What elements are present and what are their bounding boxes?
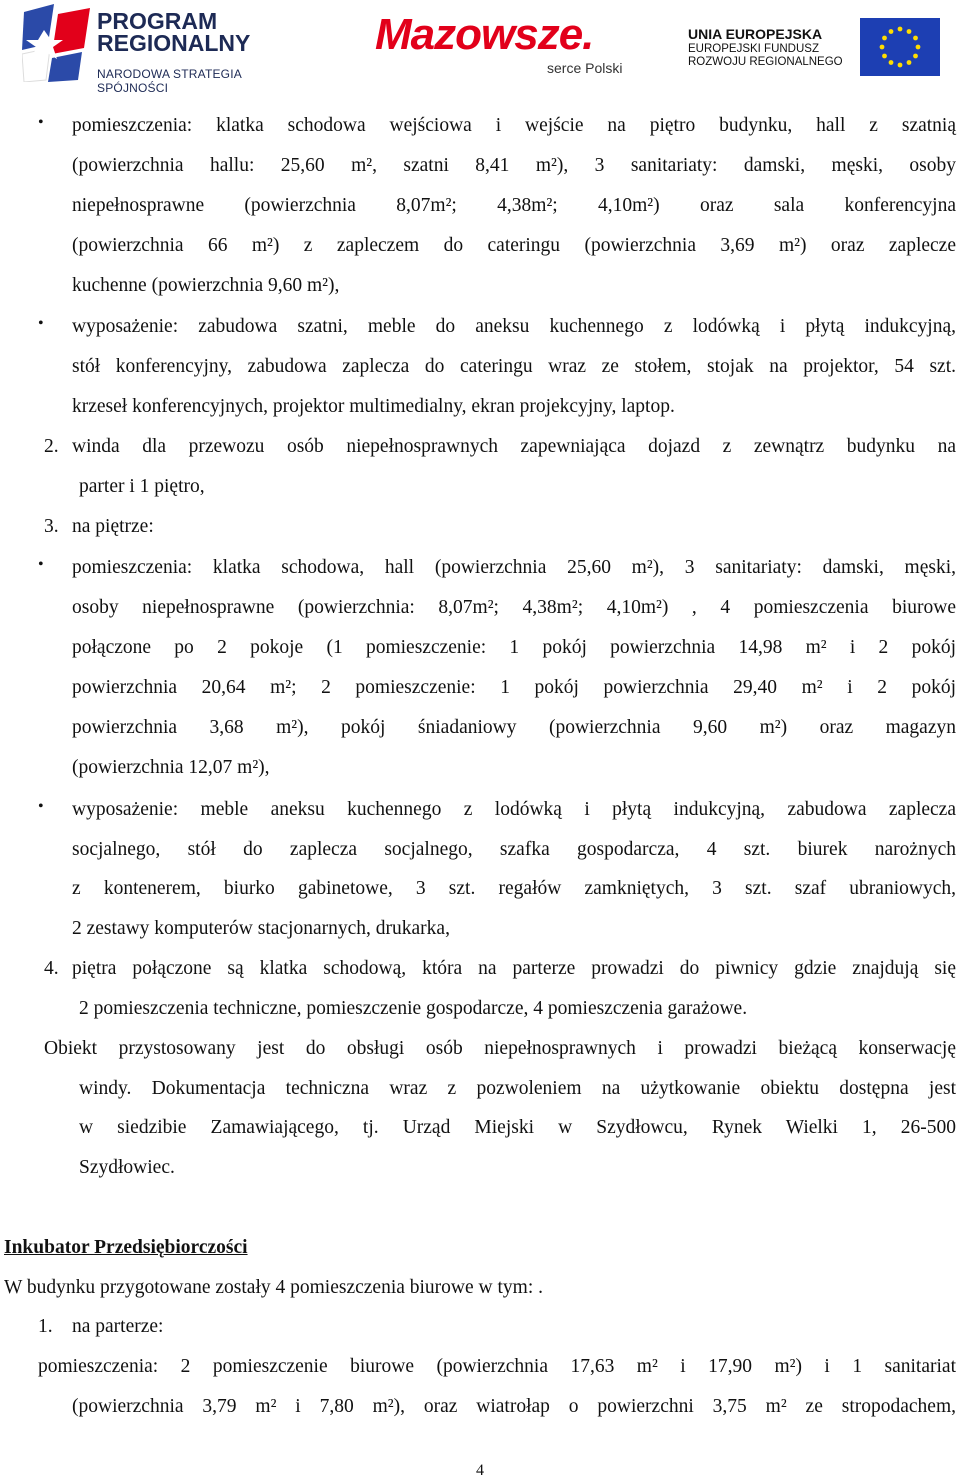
text-line: powierzchnia 3,68 m²), pokój śniadaniowy (powierzchnia 9,60 m²) oraz magazyn	[72, 717, 956, 738]
bullet-icon: •	[38, 315, 44, 332]
mazowsze-name: Mazowsze.	[375, 10, 594, 59]
text-line: pomieszczenia: klatka schodowa, hall (powierzchnia 25,60 m²), 3 sanitariaty: damski, męski,	[72, 557, 956, 578]
list-number: 4.	[44, 958, 59, 979]
list-number: 1.	[38, 1316, 53, 1337]
text-line: (powierzchnia 66 m²) z zapleczem do cateringu (powierzchnia 3,69 m²) oraz zaplecze	[72, 235, 956, 256]
bullet-icon: •	[38, 556, 44, 573]
bullet-icon: •	[38, 798, 44, 815]
text-line: na piętrze:	[72, 516, 154, 537]
text-line: windy. Dokumentacja techniczna wraz z pozwoleniem na użytkowanie obiektu dostępna jest	[79, 1078, 956, 1099]
text-line: osoby niepełnosprawne (powierzchnia: 8,07m²; 4,38m²; 4,10m²) , 4 pomieszczenia biurowe	[72, 597, 956, 618]
bullet-icon: •	[38, 114, 44, 131]
program-line3: NARODOWA STRATEGIA SPÓJNOŚCI	[97, 67, 242, 95]
text-line: wyposażenie: zabudowa szatni, meble do aneksu kuchennego z lodówką i płytą indukcyjną,	[72, 316, 956, 337]
text-line: socjalnego, stół do zaplecza socjalnego, szafka gospodarcza, 4 szt. biurek narożnych	[72, 839, 956, 860]
text-line: (powierzchnia 12,07 m²),	[72, 757, 270, 778]
text-line: na parterze:	[72, 1316, 164, 1337]
text-line: powierzchnia 20,64 m²; 2 pomieszczenie: 1 pokój powierzchnia 29,40 m² i 2 pokój	[72, 677, 956, 698]
program-regionalny-mark-icon	[22, 4, 92, 82]
page-number: 4	[476, 1462, 484, 1479]
text-line: (powierzchnia 3,79 m² i 7,80 m²), oraz wiatrołap o powierzchni 3,75 m² ze stropodachem,	[72, 1396, 956, 1417]
mazowsze-tagline: serce Polski	[547, 60, 623, 76]
text-line: Obiekt przystosowany jest do obsługi osób niepełnosprawnych i prowadzi bieżącą konserwację	[44, 1038, 956, 1059]
mazowsze-logo	[345, 10, 645, 80]
text-line: niepełnosprawne (powierzchnia 8,07m²; 4,38m²; 4,10m²) oraz sala konferencyjna	[72, 195, 956, 216]
text-line: połączone po 2 pokoje (1 pomieszczenie: 1 pokój powierzchnia 14,98 m² i 2 pokój	[72, 637, 956, 658]
text-line: 2 pomieszczenia techniczne, pomieszczenie gospodarcze, 4 pomieszczenia garażowe.	[79, 998, 748, 1019]
list-number: 3.	[44, 516, 59, 537]
text-line: W budynku przygotowane zostały 4 pomieszczenia biurowe w tym: .	[4, 1277, 544, 1298]
text-line: parter i 1 piętro,	[79, 476, 205, 497]
text-line: wyposażenie: meble aneksu kuchennego z lodówką i płytą indukcyjną, zabudowa zaplecza	[72, 799, 956, 820]
eu-line3: ROZWOJU REGIONALNEGO	[688, 56, 843, 68]
text-line: 2 zestawy komputerów stacjonarnych, drukarka,	[72, 918, 450, 939]
program-regionalny-logo	[22, 4, 312, 95]
text-line: pomieszczenia: klatka schodowa wejściowa i wejście na piętro budynku, hall z szatnią	[72, 115, 956, 136]
list-number: 2.	[44, 436, 59, 457]
text-line: z kontenerem, biurko gabinetowe, 3 szt. regałów zamkniętych, 3 szt. szaf ubraniowych,	[72, 878, 956, 899]
eu-line1: UNIA EUROPEJSKA	[688, 26, 823, 42]
eu-logo	[688, 18, 943, 78]
eu-line2: EUROPEJSKI FUNDUSZ	[688, 43, 819, 55]
eu-flag-icon	[860, 18, 940, 76]
page-header	[0, 0, 960, 95]
text-line: krzeseł konferencyjnych, projektor multimedialny, ekran projekcyjny, laptop.	[72, 396, 675, 417]
text-line: pomieszczenia: 2 pomieszczenie biurowe (powierzchnia 17,63 m² i 17,90 m²) i 1 sanitariat	[38, 1356, 956, 1377]
program-line1: PROGRAM	[97, 8, 218, 34]
text-line: kuchenne (powierzchnia 9,60 m²),	[72, 275, 340, 296]
text-line: (powierzchnia hallu: 25,60 m², szatni 8,41 m²), 3 sanitariaty: damski, męski, osoby	[72, 155, 956, 176]
text-line: stół konferencyjny, zabudowa zaplecza do cateringu wraz ze stołem, stojak na projektor, 54 szt.	[72, 356, 956, 377]
text-line: w siedzibie Zamawiającego, tj. Urząd Miejski w Szydłowcu, Rynek Wielki 1, 26-500	[79, 1117, 956, 1138]
text-line: Szydłowiec.	[79, 1157, 175, 1178]
section-title: Inkubator Przedsiębiorczości	[4, 1237, 248, 1258]
program-line2: REGIONALNY	[97, 30, 251, 56]
text-line: winda dla przewozu osób niepełnosprawnych zapewniająca dojazd z zewnątrz budynku na	[72, 436, 956, 457]
text-line: piętra połączone są klatka schodową, która na parterze prowadzi do piwnicy gdzie znajdują się	[72, 958, 956, 979]
